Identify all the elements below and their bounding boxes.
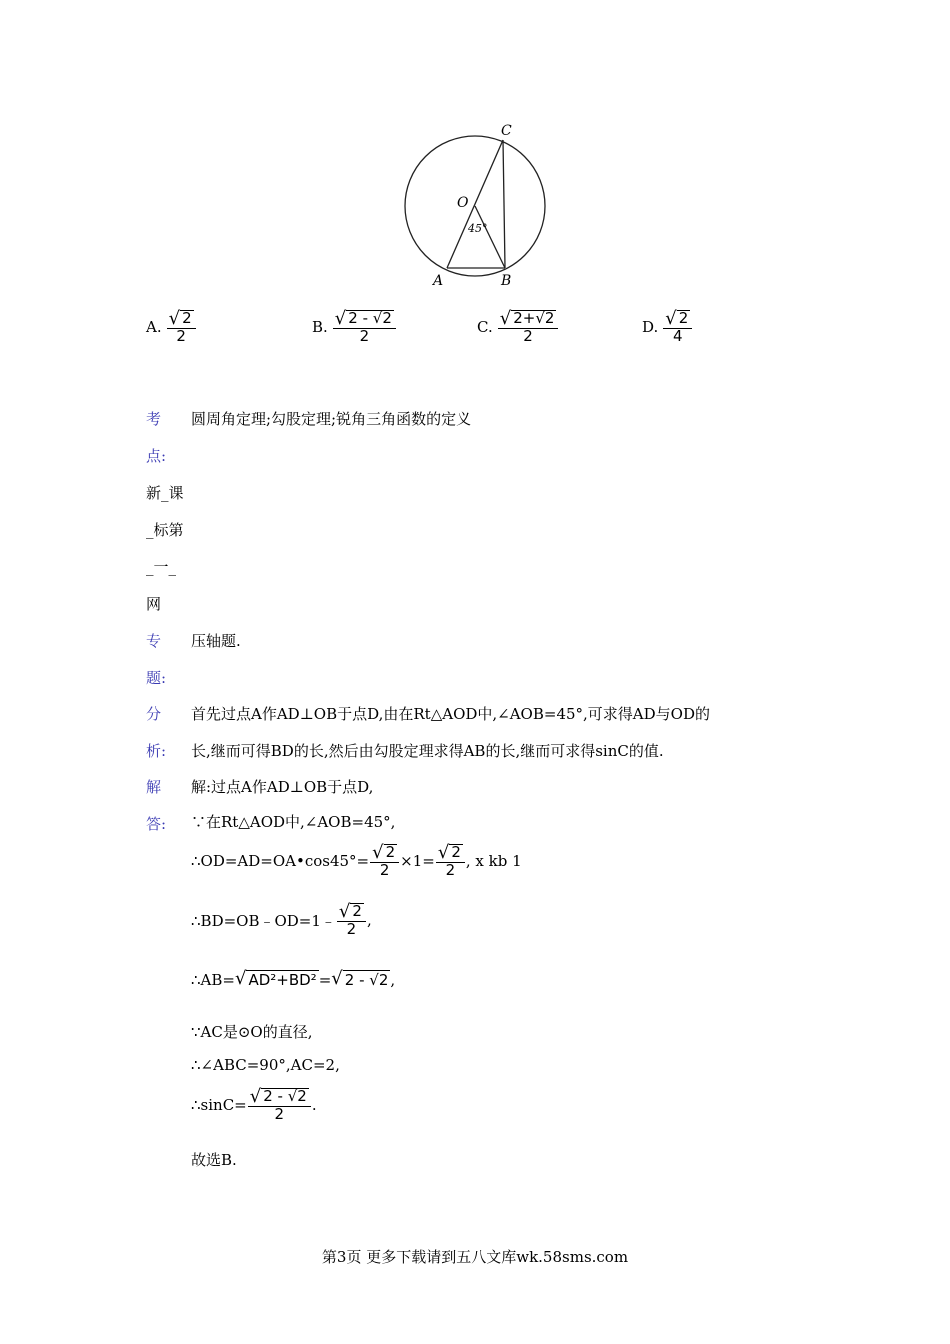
label-o: O xyxy=(457,195,469,211)
label-jieda-1: 解 xyxy=(146,778,162,796)
option-c-letter: C. xyxy=(477,318,493,337)
label-a: A xyxy=(433,273,444,289)
jieda-step-4: ∴BD=OB﹣OD=1﹣ √ 2 2 , xyxy=(191,901,372,938)
watermark-line-2: _标第 xyxy=(146,521,184,539)
label-kaodian-2: 点: xyxy=(146,447,167,465)
option-d-letter: D. xyxy=(642,318,659,337)
jieda-step-7: ∴∠ABC=90°,AC=2, xyxy=(191,1056,340,1074)
option-b-letter: B. xyxy=(312,318,328,337)
fenxi-line-2: 长,继而可得BD的长,然后由勾股定理求得AB的长,继而可求得sinC的值. xyxy=(191,742,664,760)
option-b xyxy=(312,310,397,345)
chord-cb xyxy=(503,140,505,268)
watermark-line-4: 网 xyxy=(146,595,162,613)
option-c-fraction: √ 2+√2 2 xyxy=(498,310,559,345)
jieda-step-5: ∴AB= √ AD²+BD² = √ 2 - √2 , xyxy=(191,968,396,989)
label-angle: 45° xyxy=(468,222,488,235)
circle-figure xyxy=(395,118,555,293)
label-zhuanti-2: 题: xyxy=(146,669,167,687)
watermark-line-1: 新_课 xyxy=(146,484,184,502)
label-fenxi-2: 析: xyxy=(146,742,167,760)
diameter-ac xyxy=(447,140,503,268)
option-a-letter: A. xyxy=(146,318,162,337)
label-c: C xyxy=(501,123,512,139)
jieda-step-1: 解:过点A作AD⊥OB于点D, xyxy=(191,778,374,796)
option-d-fraction: √ 2 4 xyxy=(663,310,692,345)
jieda-step-3: ∴OD=AD=OA•cos45°= √ 2 2 ×1= √ 2 2 , x kb 1 xyxy=(191,842,522,879)
option-b-fraction: √ 2 - √2 2 xyxy=(333,310,396,345)
watermark-line-3: _一_ xyxy=(146,558,177,576)
label-jieda-2: 答: xyxy=(146,815,167,833)
option-a xyxy=(146,310,197,345)
jieda-step-6: ∵AC是⊙O的直径, xyxy=(191,1023,313,1041)
jieda-step-9: 故选B. xyxy=(191,1151,237,1169)
page-footer: 第3页 更多下载请到五八文库wk.58sms.com xyxy=(321,1248,629,1266)
label-kaodian-1: 考 xyxy=(146,410,162,428)
label-fenxi-1: 分 xyxy=(146,705,162,723)
label-zhuanti-1: 专 xyxy=(146,632,162,650)
label-b: B xyxy=(501,273,512,289)
option-a-fraction: √ 2 2 xyxy=(167,310,196,345)
jieda-step-8: ∴sinC= √ 2 - √2 2 . xyxy=(191,1086,317,1123)
option-c xyxy=(477,310,559,345)
radius-ob xyxy=(475,206,505,268)
jieda-step-2: ∵在Rt△AOD中,∠AOB=45°, xyxy=(191,813,396,831)
zhuanti-content: 压轴题. xyxy=(191,632,241,650)
kaodian-content: 圆周角定理;勾股定理;锐角三角函数的定义 xyxy=(191,410,472,428)
option-d xyxy=(642,310,693,345)
fenxi-line-1: 首先过点A作AD⊥OB于点D,由在Rt△AOD中,∠AOB=45°,可求得AD与OD的 xyxy=(191,705,710,723)
